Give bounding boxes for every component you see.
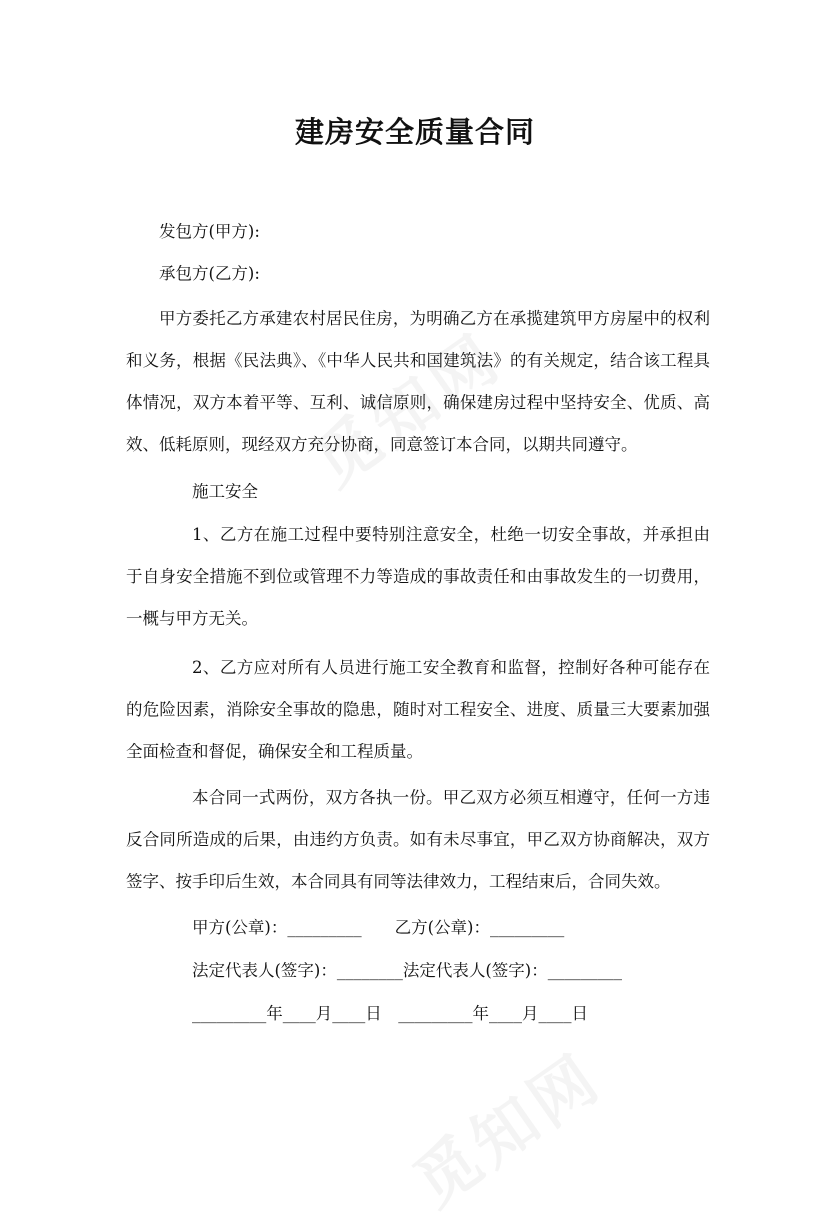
watermark bbox=[393, 1028, 618, 1224]
clause-1-paragraph: 1、乙方在施工过程中要特别注意安全，杜绝一切安全事故，并承担由于自身安全措施不到位或管理不力等造成的事故责任和由事故发生的一切费用，一概与甲方无关。 bbox=[126, 525, 710, 628]
intro-paragraph: 甲方委托乙方承建农村居民住房，为明确乙方在承揽建筑甲方房屋中的权利和义务，根据《民法典》、《中华人民共和国建筑法》的有关规定，结合该工程具体情况，双方本着平等、互利、诚信原则，确保建房过程中坚持安全、优质、高效、低耗原则，现经双方充分协商，同意签订本合同，以期共同遵守。 bbox=[126, 309, 710, 454]
representative-signature-line: 法定代表人(签字)：________法定代表人(签字)：_________ bbox=[192, 961, 622, 980]
clause-2-paragraph: 2、乙方应对所有人员进行施工安全教育和监督，控制好各种可能存在的危险因素，消除安全事故的隐患，随时对工程安全、进度、质量三大要素加强全面检查和督促，确保安全和工程质量。 bbox=[126, 658, 710, 761]
date-line: _________年____月____日 _________年____月____日 bbox=[192, 1004, 588, 1023]
section-heading: 施工安全 bbox=[192, 482, 258, 501]
closing-paragraph: 本合同一式两份，双方各执一份。甲乙双方必须互相遵守，任何一方违反合同所造成的后果，由违约方负责。如有未尽事宜，甲乙双方协商解决，双方签字、按手印后生效，本合同具有同等法律效力，工程结束后，合同失效。 bbox=[126, 788, 710, 891]
document-title: 建房安全质量合同 bbox=[294, 115, 535, 149]
party-a-line: 发包方(甲方): bbox=[159, 222, 260, 241]
seal-line: 甲方(公章)：_________ 乙方(公章)：_________ bbox=[192, 918, 565, 937]
party-b-line: 承包方(乙方): bbox=[159, 264, 260, 283]
